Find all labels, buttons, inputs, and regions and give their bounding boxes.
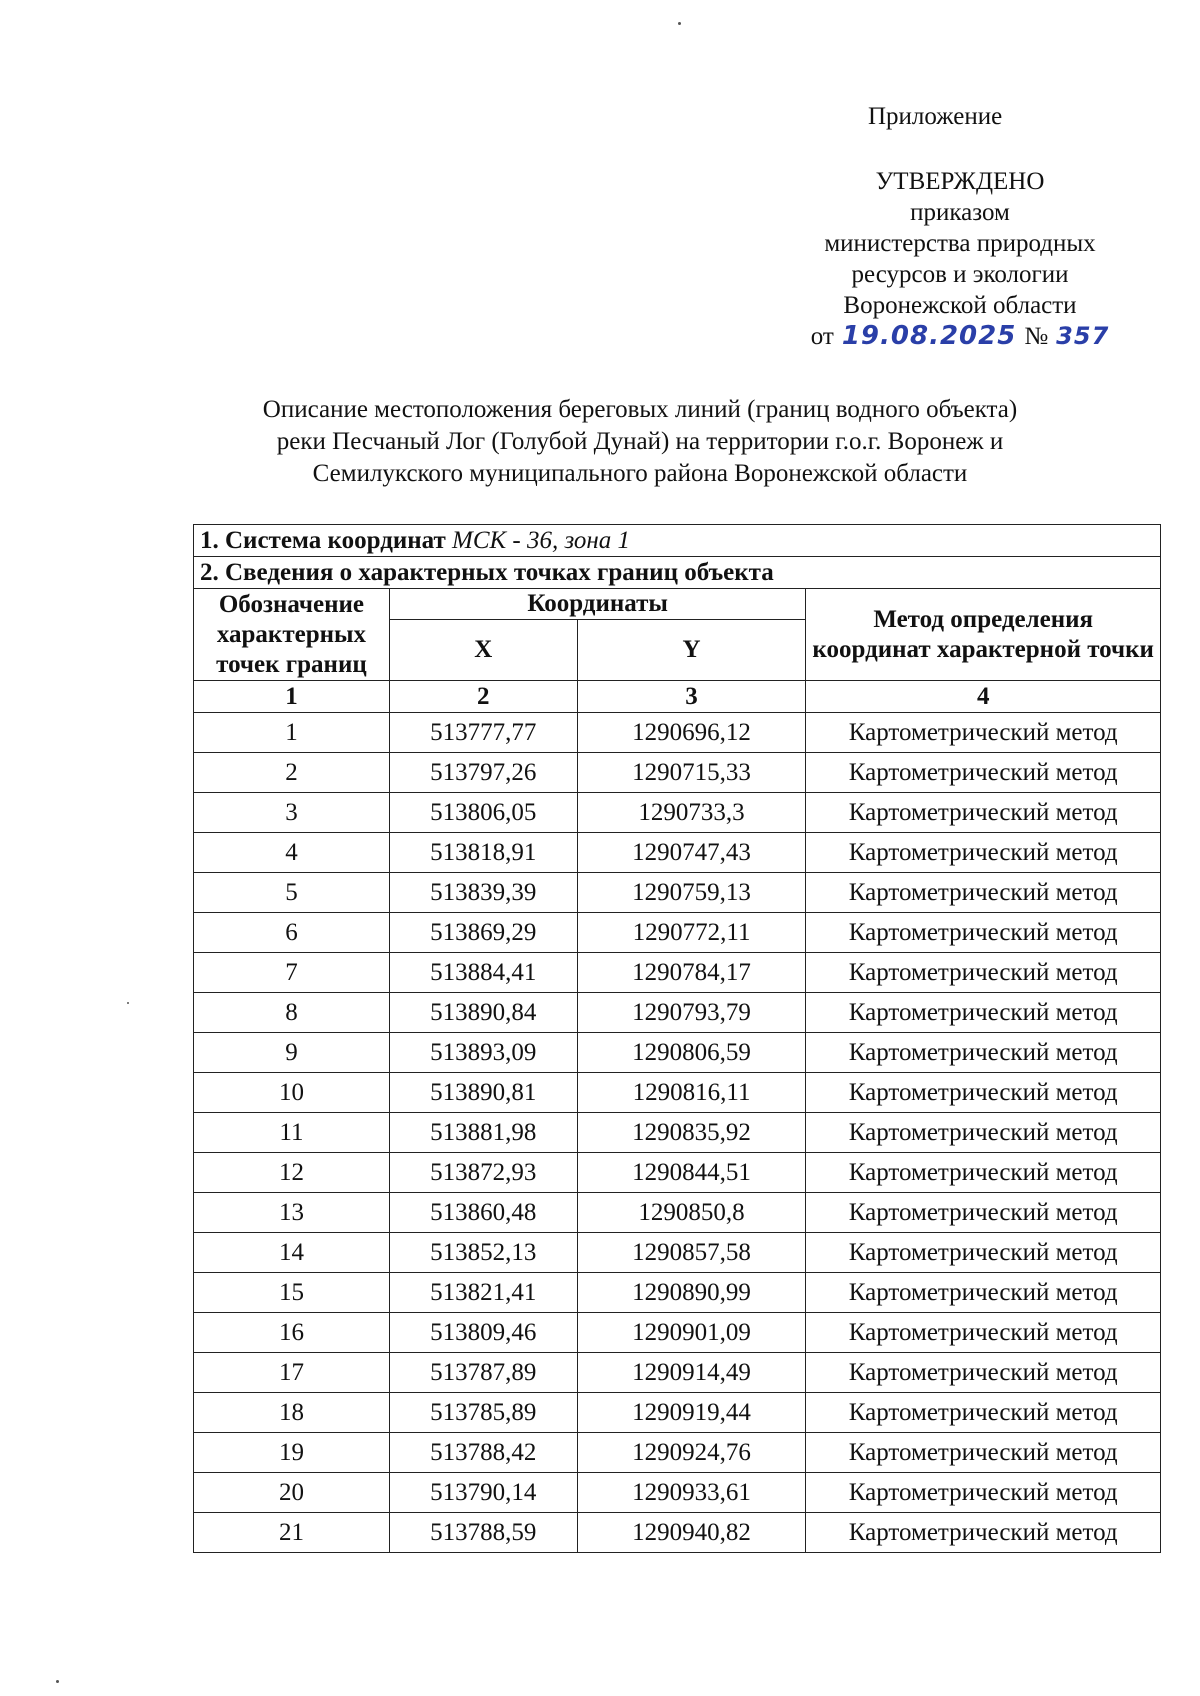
x-coordinate-cell: 513860,48	[389, 1193, 577, 1233]
point-number-cell: 16	[194, 1313, 390, 1353]
coordinate-system-value: МСК - 36, зона 1	[452, 526, 631, 554]
table-row	[194, 873, 1161, 913]
x-coordinate-cell: 513785,89	[389, 1393, 577, 1433]
column-number-1: 1	[194, 681, 390, 713]
table-row	[194, 1273, 1161, 1313]
approval-line-2: министерства природных	[824, 230, 1096, 257]
scan-speck	[56, 1680, 59, 1683]
method-cell: Картометрический метод	[806, 1233, 1161, 1273]
column-number-row	[194, 681, 1161, 713]
column-number-2: 2	[389, 681, 577, 713]
document-title	[150, 394, 1130, 490]
y-coordinate-cell: 1290850,8	[577, 1193, 806, 1233]
method-cell: Картометрический метод	[806, 1393, 1161, 1433]
table-row	[194, 713, 1161, 753]
point-number-cell: 1	[194, 713, 390, 753]
table-row	[194, 1233, 1161, 1273]
x-coordinate-cell: 513890,84	[389, 993, 577, 1033]
x-coordinate-cell: 513872,93	[389, 1153, 577, 1193]
point-number-cell: 13	[194, 1193, 390, 1233]
coordinate-system-cell	[194, 525, 1161, 557]
x-coordinate-cell: 513890,81	[389, 1073, 577, 1113]
scan-speck	[678, 22, 681, 25]
title-line-2: реки Песчаный Лог (Голубой Дунай) на территории г.о.г. Воронеж и	[276, 428, 1004, 455]
y-coordinate-cell: 1290890,99	[577, 1273, 806, 1313]
scan-speck	[127, 1002, 129, 1004]
x-coordinate-cell: 513790,14	[389, 1473, 577, 1513]
header-point-designation: Обозначение характерных точек границ	[194, 589, 390, 681]
x-coordinate-cell: 513893,09	[389, 1033, 577, 1073]
x-coordinate-cell: 513809,46	[389, 1313, 577, 1353]
y-coordinate-cell: 1290857,58	[577, 1233, 806, 1273]
table-row	[194, 1313, 1161, 1353]
x-coordinate-cell: 513881,98	[389, 1113, 577, 1153]
table-row	[194, 913, 1161, 953]
order-date-line	[770, 321, 1150, 352]
title-line-1: Описание местоположения береговых линий (границ водного объекта)	[262, 396, 1018, 423]
y-coordinate-cell: 1290696,12	[577, 713, 806, 753]
point-number-cell: 18	[194, 1393, 390, 1433]
table-row	[194, 1113, 1161, 1153]
y-coordinate-cell: 1290772,11	[577, 913, 806, 953]
method-cell: Картометрический метод	[806, 1473, 1161, 1513]
point-number-cell: 5	[194, 873, 390, 913]
point-number-cell: 6	[194, 913, 390, 953]
method-cell: Картометрический метод	[806, 1153, 1161, 1193]
table-row	[194, 1393, 1161, 1433]
x-coordinate-cell: 513797,26	[389, 753, 577, 793]
method-cell: Картометрический метод	[806, 1513, 1161, 1553]
method-cell: Картометрический метод	[806, 1313, 1161, 1353]
table-row	[194, 1073, 1161, 1113]
method-cell: Картометрический метод	[806, 1033, 1161, 1073]
date-prefix: от	[810, 323, 834, 350]
table-row	[194, 1153, 1161, 1193]
table-row	[194, 1433, 1161, 1473]
y-coordinate-cell: 1290784,17	[577, 953, 806, 993]
x-coordinate-cell: 513788,59	[389, 1513, 577, 1553]
point-number-cell: 17	[194, 1353, 390, 1393]
y-coordinate-cell: 1290715,33	[577, 753, 806, 793]
method-cell: Картометрический метод	[806, 873, 1161, 913]
x-coordinate-cell: 513806,05	[389, 793, 577, 833]
method-cell: Картометрический метод	[806, 793, 1161, 833]
header-y: Y	[577, 620, 806, 681]
appendix-label: Приложение	[868, 103, 1003, 130]
x-coordinate-cell: 513821,41	[389, 1273, 577, 1313]
point-number-cell: 3	[194, 793, 390, 833]
point-number-cell: 9	[194, 1033, 390, 1073]
table-row	[194, 1033, 1161, 1073]
header-coordinates: Координаты	[389, 589, 806, 620]
y-coordinate-cell: 1290901,09	[577, 1313, 806, 1353]
method-cell: Картометрический метод	[806, 753, 1161, 793]
point-number-cell: 8	[194, 993, 390, 1033]
y-coordinate-cell: 1290844,51	[577, 1153, 806, 1193]
handwritten-date: 19.08.2025	[841, 321, 1017, 351]
point-number-cell: 14	[194, 1233, 390, 1273]
section-2-row	[194, 557, 1161, 589]
point-number-cell: 11	[194, 1113, 390, 1153]
table-row	[194, 753, 1161, 793]
x-coordinate-cell: 513788,42	[389, 1433, 577, 1473]
y-coordinate-cell: 1290914,49	[577, 1353, 806, 1393]
x-coordinate-cell: 513852,13	[389, 1233, 577, 1273]
method-cell: Картометрический метод	[806, 1353, 1161, 1393]
method-cell: Картометрический метод	[806, 713, 1161, 753]
handwritten-number: 357	[1056, 322, 1110, 350]
y-coordinate-cell: 1290919,44	[577, 1393, 806, 1433]
points-info-cell: 2. Сведения о характерных точках границ объекта	[194, 557, 1161, 589]
point-number-cell: 12	[194, 1153, 390, 1193]
x-coordinate-cell: 513818,91	[389, 833, 577, 873]
approval-line-1: приказом	[910, 199, 1010, 226]
table-body	[194, 713, 1161, 1553]
table-row	[194, 833, 1161, 873]
method-cell: Картометрический метод	[806, 913, 1161, 953]
table-row	[194, 953, 1161, 993]
approval-line-3: ресурсов и экологии	[851, 261, 1069, 288]
table-row	[194, 1193, 1161, 1233]
point-number-cell: 10	[194, 1073, 390, 1113]
approval-line-4: Воронежской области	[843, 292, 1077, 319]
coordinate-system-label: 1. Система координат	[200, 526, 446, 554]
title-line-3: Семилукского муниципального района Воронежской области	[312, 460, 968, 487]
point-number-cell: 19	[194, 1433, 390, 1473]
point-number-cell: 2	[194, 753, 390, 793]
method-cell: Картометрический метод	[806, 1113, 1161, 1153]
x-coordinate-cell: 513839,39	[389, 873, 577, 913]
method-cell: Картометрический метод	[806, 953, 1161, 993]
method-cell: Картометрический метод	[806, 1273, 1161, 1313]
method-cell: Картометрический метод	[806, 1433, 1161, 1473]
y-coordinate-cell: 1290940,82	[577, 1513, 806, 1553]
table-row	[194, 1473, 1161, 1513]
y-coordinate-cell: 1290933,61	[577, 1473, 806, 1513]
point-number-cell: 20	[194, 1473, 390, 1513]
approved-heading: УТВЕРЖДЕНО	[875, 168, 1045, 195]
table-row	[194, 993, 1161, 1033]
header-row-1	[194, 589, 1161, 620]
x-coordinate-cell: 513777,77	[389, 713, 577, 753]
y-coordinate-cell: 1290747,43	[577, 833, 806, 873]
header-x: X	[389, 620, 577, 681]
point-number-cell: 15	[194, 1273, 390, 1313]
point-number-cell: 21	[194, 1513, 390, 1553]
table-row	[194, 1353, 1161, 1393]
section-1-row	[194, 525, 1161, 557]
y-coordinate-cell: 1290816,11	[577, 1073, 806, 1113]
y-coordinate-cell: 1290733,3	[577, 793, 806, 833]
number-prefix: №	[1024, 323, 1049, 350]
y-coordinate-cell: 1290924,76	[577, 1433, 806, 1473]
y-coordinate-cell: 1290759,13	[577, 873, 806, 913]
method-cell: Картометрический метод	[806, 993, 1161, 1033]
method-cell: Картометрический метод	[806, 1073, 1161, 1113]
method-cell: Картометрический метод	[806, 1193, 1161, 1233]
y-coordinate-cell: 1290806,59	[577, 1033, 806, 1073]
method-cell: Картометрический метод	[806, 833, 1161, 873]
column-number-4: 4	[806, 681, 1161, 713]
point-number-cell: 7	[194, 953, 390, 993]
header-method: Метод определения координат характерной точки	[806, 589, 1161, 681]
table-row	[194, 1513, 1161, 1553]
point-number-cell: 4	[194, 833, 390, 873]
y-coordinate-cell: 1290835,92	[577, 1113, 806, 1153]
coordinates-table	[193, 524, 1161, 1553]
table-row	[194, 793, 1161, 833]
y-coordinate-cell: 1290793,79	[577, 993, 806, 1033]
x-coordinate-cell: 513869,29	[389, 913, 577, 953]
x-coordinate-cell: 513787,89	[389, 1353, 577, 1393]
column-number-3: 3	[577, 681, 806, 713]
x-coordinate-cell: 513884,41	[389, 953, 577, 993]
